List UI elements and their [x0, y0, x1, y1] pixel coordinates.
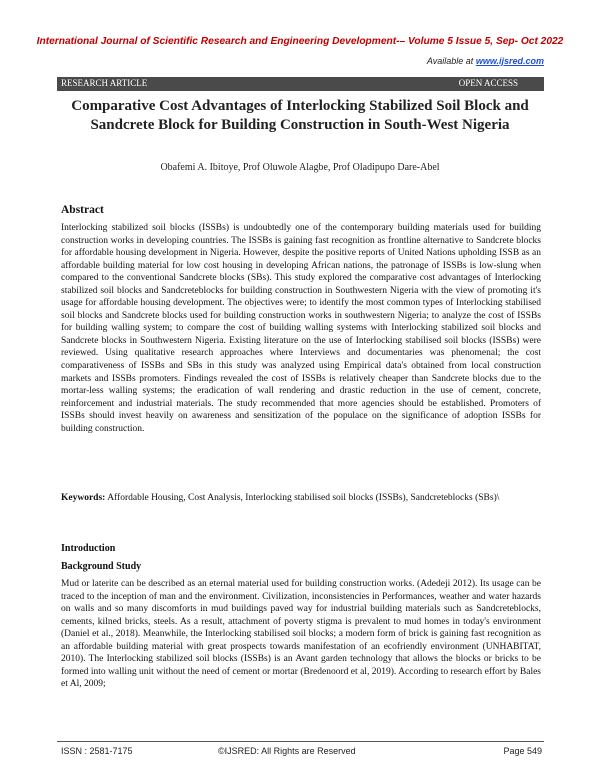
article-type-bar: [57, 77, 544, 91]
abstract-text: Interlocking stabilized soil blocks (ISSBs) is undoubtedly one of the contemporary building materials used for building construction works in developing countries. The ISSBs is gaining fast recognition as frontline alternative to Sandcrete blocks for affordable housing development in Nigeria. However, despite the positive reports of United Nations upholding ISSB as an affordable building material for low cost housing in developing African nations, the patronage of ISSBs is low-slung when compared to the conventional Sandcrete blocks (SBs). This study explored the comparative cost advantages of Interlocking stabilized soil blocks and Sandcreteblocks for building construction in Southwestern Nigeria with the view of promoting it's usage for affordable housing development. The objectives were; to identify the most common types of Interlocking stabilised soil blocks and Sandcrete blocks used for building construction works in southwestern Nigeria; to analyze the cost of ISSBs for building walling system; to compare the cost of building walling systems with Interlocking stabilized soil blocks and Sandcrete blocks in Southwestern Nigeria. Existing literature on the use of Interlocking stabilised soil blocks (ISSBs) were reviewed. Using qualitative research approaches where Interviews and documentaries was phenomenal; the cost comparativeness of ISSBs and SBs in this study was analyzed using Empirical data's obtained from local construction markets and ISSBs promoters. Findings revealed the cost of ISSBs is relatively cheaper than Sandcrete blocks due to the mortar-less walling systems; the eradication of wall rendering and drastic reduction in the use of cement, concrete, reinforcement and industrial materials. The study recommended that more agencies should be established. Promoters of ISSBs should invest heavily on awareness and sensitization of the populace on the significance of adoption ISSBs for building construction.: [61, 223, 541, 434]
keywords-text: Affordable Housing, Cost Analysis, Interlocking stabilised soil blocks (ISSBs), Sandcreteblocks (SBs)\: [107, 493, 500, 503]
keywords-label: Keywords:: [61, 493, 106, 503]
footer-copyright: ©IJSRED: All Rights are Reserved: [218, 746, 356, 756]
footer-issn: ISSN : 2581-7175: [61, 746, 133, 756]
journal-header: International Journal of Scientific Research and Engineering Development-– Volume 5 Issue 5, Sep- Oct 2022: [36, 36, 564, 47]
footer-page-number: Page 549: [503, 746, 542, 756]
keywords: [61, 492, 541, 505]
open-access-label: OPEN ACCESS: [458, 78, 518, 88]
article-type-label: RESEARCH ARTICLE: [61, 78, 148, 88]
background-study-heading: Background Study: [61, 561, 142, 572]
availability-line: [427, 56, 544, 66]
introduction-heading: Introduction: [61, 543, 116, 554]
available-prefix: Available at: [426, 56, 474, 66]
journal-website-link[interactable]: www.ijsred.com: [475, 56, 544, 66]
abstract-heading: Abstract: [61, 204, 104, 216]
introduction-text: Mud or laterite can be described as an eternal material used for building construction works. (Adedeji 2012). Its usage can be traced to the inception of man and the environment. Civilization, inconsistencies in Performances, weather and water hazards on walls and so many discomforts in mud buildings paved way for industrial building materials such as Sandcreteblocks, cements, kilned bricks, steels. As a result, attachment of poverty stigma is prevalent to mud homes in today's environment (Daniel et al., 2018). Meanwhile, the Interlocking stabilised soil blocks; a modern form of brick is gaining fast recognition as an affordable building material with great prospects towards manifestation of an ecofriendly environment (UNHABITAT, 2010). The Interlocking stabilized soil blocks (ISSBs) is an Avant garden technology that allows the blocks or bricks to be formed into walling unit without the need of cement or mortar (Bredenoord et al, 2019). According to research effort by Bales et Al, 2009;: [61, 579, 541, 690]
paper-authors: Obafemi A. Ibitoye, Prof Oluwole Alagbe, Prof Oladipupo Dare-Abel: [160, 162, 440, 173]
paper-title: Comparative Cost Advantages of Interlocking Stabilized Soil Block and Sandcrete Block for Building Construction in South-West Nigeria: [71, 98, 529, 133]
footer-divider: [57, 741, 544, 742]
